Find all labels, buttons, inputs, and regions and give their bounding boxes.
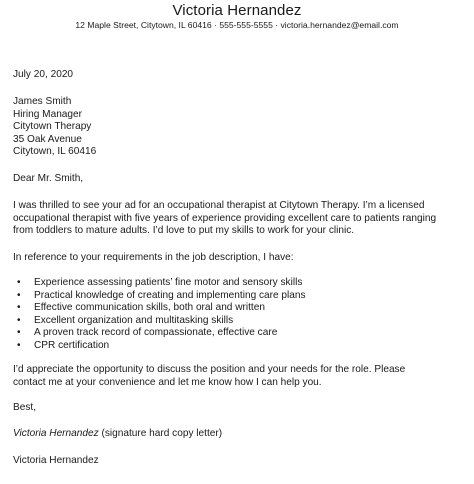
printed-name: Victoria Hernandez	[13, 455, 99, 466]
list-item-text: Experience assessing patients’ fine motor and sensory skills	[34, 277, 303, 288]
list-item	[14, 290, 306, 303]
recipient-title: Hiring Manager	[13, 108, 83, 120]
list-item-text: Practical knowledge of creating and implementing care plans	[34, 289, 306, 301]
bullet-icon: •	[17, 277, 21, 288]
sender-contact-line: 12 Maple Street, Citytown, IL 60416 · 555-555-5555 · victoria.hernandez@email.com	[75, 20, 399, 30]
bullet-icon: •	[17, 289, 21, 301]
bullet-icon: •	[17, 327, 21, 339]
list-item-text: Effective communication skills, both oral and written	[34, 302, 265, 314]
intro-line: occupational therapist with five years of experience providing excellent care to patients ranging	[13, 212, 437, 224]
list-item-text: CPR certification	[34, 339, 110, 351]
list-item	[14, 277, 306, 290]
salutation: Dear Mr. Smith,	[13, 173, 84, 184]
recipient-city: Citytown, IL 60416	[13, 146, 97, 157]
bullet-icon: •	[17, 302, 21, 314]
bullet-icon: •	[17, 339, 21, 351]
list-item	[14, 327, 306, 340]
closing-line: I’d appreciate the opportunity to discuss the position and your needs for the role. Please	[13, 364, 406, 375]
intro-paragraph	[13, 200, 465, 238]
closing-line: contact me at your convenience and let me know how I can help you.	[13, 376, 322, 388]
intro-line: from toddlers to mature adults. I’d love to put my skills to work for your clinic.	[13, 225, 355, 236]
requirements-list	[14, 277, 306, 353]
requirements-intro: In reference to your requirements in the job description, I have:	[13, 252, 294, 263]
recipient-name: James Smith	[13, 96, 72, 107]
bullet-icon: •	[17, 314, 21, 326]
valediction: Best,	[13, 402, 37, 413]
closing-paragraph	[13, 364, 465, 389]
list-item-text: A proven track record of compassionate, effective care	[34, 327, 278, 339]
list-item	[14, 315, 306, 328]
recipient-street: 35 Oak Avenue	[13, 133, 82, 145]
letter-date: July 20, 2020	[13, 69, 74, 80]
recipient-address-block	[13, 96, 465, 159]
signature-name: Victoria Hernandez	[13, 428, 99, 439]
list-item	[14, 302, 306, 315]
signature-line	[13, 428, 465, 441]
recipient-company: Citytown Therapy	[13, 121, 92, 132]
list-item-text: Excellent organization and multitasking skills	[34, 314, 234, 326]
sender-name: Victoria Hernandez	[172, 2, 302, 19]
intro-line: I was thrilled to see your ad for an occupational therapist at Citytown Therapy. I’m a licensed	[13, 200, 425, 211]
signature-note: (signature hard copy letter)	[98, 428, 223, 439]
list-item	[14, 340, 306, 353]
